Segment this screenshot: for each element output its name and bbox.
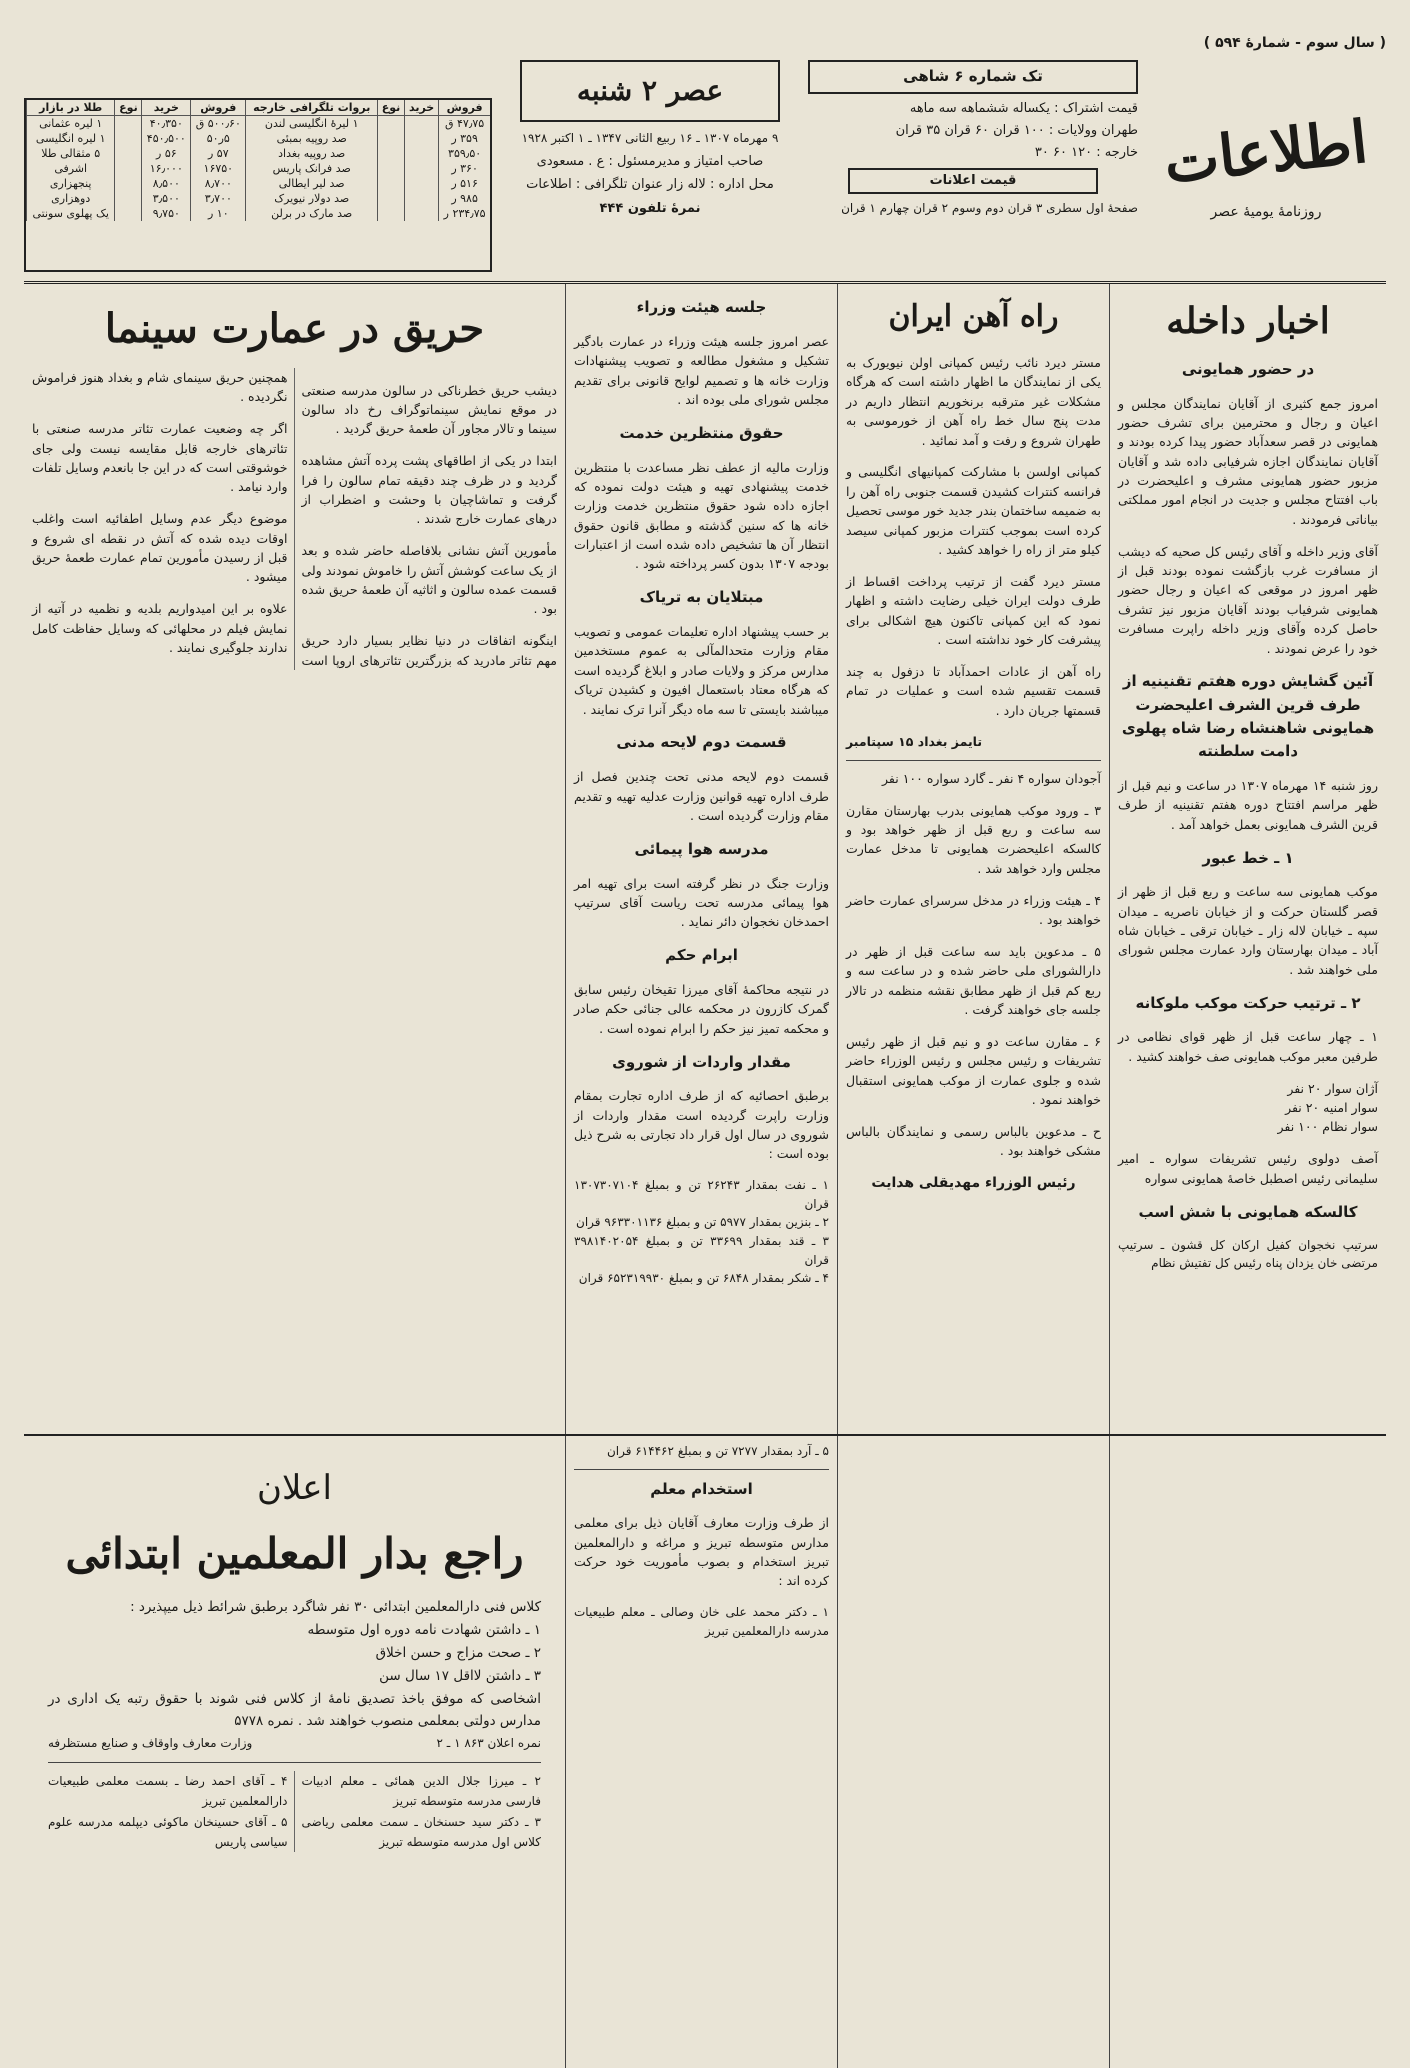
paragraph: مأمورین آتش نشانی بلافاصله حاضر شده و بعد از یک ساعت کوشش آتش را خاموش نمودند ولی قسمت عمده سالون و اثاثیه آن طعمهٔ حریق شده بود . [301, 543, 557, 617]
table-cell: صد لیر ایطالی [246, 176, 378, 191]
civil-code-heading: قسمت دوم لایحه مدنی [616, 733, 787, 752]
logo-block [1146, 56, 1386, 281]
subscription-label: قیمت اشتراک : یکساله ششماهه سه ماهه [909, 100, 1138, 116]
paragraph: آقای وزیر داخله و آقای رئیس کل صحیه که دیشب از مسافرت غرب بازگشت نموده بودند قبل از ظهر امروز در موقعی که اعیان و رجال حضور همایونی شرفیاب بودند آقایان مزبور نیز تشرف حاصل کرده وآقای وزیر داخله راپرت مسافرت خود را عرض نمودند . [1118, 543, 1378, 656]
table-cell [405, 176, 439, 191]
paragraph: از طرف وزارت معارف آقایان ذیل برای معلمی مدارس متوسطه تبریز و مراغه و دارالمعلمین تبریز استخدام و بصوب مأموریت خود حرکت کرده اند : [574, 1515, 829, 1589]
top-line [24, 30, 1386, 56]
table-cell [115, 161, 142, 176]
market-column-header: نوع [378, 100, 405, 116]
table-cell: صد مارک در برلن [246, 206, 378, 221]
table-cell: ۱ لیره عثمانی [27, 116, 115, 132]
paragraph: موضوع دیگر عدم وسایل اطفائیه است واغلب اوقات دیده شده که آتش در نقطه ای شروع و قبل از رسیدن مأمورین تمام عمارت طعمهٔ حریق میشود . [32, 511, 288, 585]
list-item: ۵ ـ آقای حسینخان ماکوئی دیپلمه مدرسه علوم سیاسی پاریس [48, 1814, 288, 1849]
paragraph: وزارت جنگ در نظر گرفته است برای تهیه امر هوا پیمائی مدرسه تحت ریاست آقای سرتیپ احمدخان نخجوان دائر نماید . [574, 875, 829, 930]
table-cell [378, 191, 405, 206]
ad-rates: صفحهٔ اول سطری ۳ قران دوم وسوم ۲ قران چهارم ۱ قران [841, 200, 1138, 215]
lower-column-middle [837, 1436, 1109, 2068]
table-cell: ۱ لیرهٔ انگلیسی لندن [246, 116, 378, 132]
table-row [27, 116, 491, 132]
paragraph: ۴ ـ هیئت وزراء در مدخل سرسرای عمارت حاضر خواهند بود . [846, 892, 1101, 927]
paragraph: ح ـ مدعوین بالباس رسمی و نمایندگان بالباس مشکی خواهند بود . [846, 1123, 1101, 1159]
table-row [27, 191, 491, 206]
announcement-intro: کلاس فنی دارالمعلمین ابتدائی ۳۰ نفر شاگرد برطبق شرائط ذیل میپذیرد : [130, 1598, 541, 1615]
ad-number: نمره اعلان ۸۶۳ ۱ ـ ۲ [436, 1736, 541, 1751]
table-cell: ۱۶۷۵۰ [191, 161, 246, 176]
parliament-opening-heading: آئین گشایش دوره هفتم تقنینیه از طرف قرین الشرف اعلیحضرت همایونی شاهنشاه رضا شاه پهلوی دامت سلطنته [1121, 672, 1375, 761]
paragraph: مستر دیرد گفت از ترتیب پرداخت اقساط از طرف دولت ایران خیلی رضایت داشته و اظهار نمود که این کمپانی تاکنون هیچ اشکالی برای پیشرفت کار خود نداشته است . [846, 573, 1101, 647]
table-cell: صد روپیه بمبئی [246, 131, 378, 146]
table-cell: صد فرانک پاریس [246, 161, 378, 176]
table-cell [115, 176, 142, 191]
paragraph: موکب همایونی سه ساعت و ربع قبل از ظهر از قصر گلستان حرکت و از خیابان ناصریه ـ میدان سپه ـ خیابان لاله زار ـ خیابان ترقی ـ خیابان شاه آباد ـ میدان بهارستان وارد عمارت مجلس شورای ملی خواهند شد . [1118, 884, 1378, 977]
table-cell: ۱۰ ر [191, 206, 246, 221]
subscription-block [808, 56, 1138, 281]
market-column-header: فروش [191, 100, 246, 116]
table-cell: ۵۰۰٫۶۰ ق [191, 116, 246, 132]
list-item: ۲ ـ میرزا جلال الدین همائی ـ معلم ادبیات فارسی مدرسه متوسطه تبریز [301, 1773, 541, 1809]
table-cell [378, 206, 405, 221]
table-cell [378, 176, 405, 191]
phone: نمرهٔ تلفون ۴۴۴ [599, 200, 701, 216]
salaries-heading: حقوق منتظرین خدمت [619, 423, 784, 442]
paragraph: اگر چه وضعیت عمارت تئاتر مدرسه صنعتی با تئاترهای خارجه قابل مقایسه نیست ولی جای خوشوقتی است که در این جا بانعدم وسایل تلفات وارد نیامد . [32, 421, 288, 495]
list-item: آژان سوار ۲۰ نفر [1287, 1080, 1378, 1096]
teachers-list [48, 1771, 541, 1853]
paragraph: برطبق احصائیه که از طرف اداره تجارت بمقام وزارت راپرت گردیده است مقدار واردات از شوروی در سال اول قرار داد تجارتی به شرح ذیل بوده است : [574, 1088, 829, 1162]
newspaper-page [24, 30, 1386, 2028]
table-row [27, 131, 491, 146]
paragraph: امروز جمع کثیری از آقایان نمایندگان مجلس و اعیان و رجال و محترمین برای تشرف حضور همایونی در قصر سعدآباد حضور پیدا کرده بودند و آقایان نمایندگان اجازه شرفیابی داده شد و آقایان مزبور حضور همایونی مشرف و اعلیحضرت در باب افتتاح مجلس و جدیت در انجام امور مملکتی بیاناتی فرمودند . [1118, 395, 1378, 527]
issue-date: ۹ مهرماه ۱۳۰۷ ـ ۱۶ ربیع الثانی ۱۳۴۷ ـ ۱ اکتبر ۱۹۲۸ [521, 131, 779, 146]
paragraph: ۶ ـ مقارن ساعت دو و نیم قبل از ظهر رئیس تشریفات و رئیس مجلس و رئیس الوزراء حاضر شده و جلوی عمارت از موکب همایونی استقبال خواهند نمود . [846, 1033, 1101, 1107]
table-cell: ۵۶ ر [142, 146, 191, 161]
table-cell: ۳۵۹ ر [439, 131, 490, 146]
paragraph: راه آهن از عادات احمدآباد تا دزفول به چند قسمت تقسیم شده است و عملیات در تمام قسمتها جریان دارد . [846, 663, 1101, 718]
table-cell: ۴۰٫۳۵۰ [142, 116, 191, 132]
table-cell: ۳۵۹٫۵۰ [439, 146, 490, 161]
lower-section [24, 1436, 1386, 2056]
table-cell: صد دولار نیویرک [246, 191, 378, 206]
table-cell: دوهزاری [27, 191, 115, 206]
announcement-closing: اشخاصی که موفق باخذ تصدیق نامهٔ از کلاس فنی شوند با حقوق رتبه یک اداری در مدارس دولتی بمعلمی منصوب خواهند شد . نمره ۵۷۷۸ [48, 1690, 541, 1730]
table-cell: ۳٫۷۰۰ [191, 191, 246, 206]
route-heading: ۱ ـ خط عبور [1202, 848, 1294, 867]
announcement-block [24, 1436, 565, 2068]
fire-article [32, 368, 557, 670]
imports-heading: مقدار واردات از شوروی [612, 1052, 791, 1071]
market-header-row [27, 100, 491, 116]
table-cell [405, 131, 439, 146]
table-cell: پنجهزاری [27, 176, 115, 191]
condition: ۳ ـ داشتن لااقل ۱۷ سال سن [379, 1667, 541, 1684]
table-cell [378, 146, 405, 161]
market-body [27, 116, 491, 222]
table-cell [405, 191, 439, 206]
audience-heading: در حضور همایونی [1181, 359, 1315, 378]
table-cell [405, 146, 439, 161]
market-column-header: بروات تلگرافی خارجه [246, 100, 378, 116]
table-cell: ۳٫۵۰۰ [142, 191, 191, 206]
paragraph: دیشب حریق خطرناکی در سالون مدرسه صنعتی در موقع نمایش سینماتوگراف رخ داد سالون سینما و تالار مجاور آن طعمهٔ حریق گردید . [301, 382, 557, 437]
domestic-news-title: اخبار داخله [1166, 300, 1330, 342]
table-cell: ۹٫۷۵۰ [142, 206, 191, 221]
paragraph: وزارت مالیه از عطف نظر مساعدت با منتظرین خدمت پیشنهادی تهیه و هیئت دولت نموده که اجازه داده شود حقوق منتظرین خدمت وزارت خانه ها که سنین گذشته و مطابق قانون حقوق انتظار آن ها تشخیص داده شده است از اعتبارات بودجه ۱۳۰۷ بدون کسر پرداخته شود . [574, 459, 829, 572]
table-cell: ۹۸۵ ر [439, 191, 490, 206]
import-line: ۴ ـ شکر بمقدار ۶۸۴۸ تن و بمبلغ ۶۵۲۳۱۹۹۳۰ قران [578, 1271, 829, 1286]
paragraph: سرتیپ نخجوان کفیل ارکان کل قشون ـ سرتیپ مرتضی خان یزدان پناه رئیس کل تفتیش نظام [1118, 1237, 1378, 1271]
procession-list: آجودان سواره ۴ نفر ـ گارد سواره ۱۰۰ نفر [882, 770, 1101, 786]
office: محل اداره : لاله زار عنوان تلگرافی : اطلاعات [526, 177, 774, 193]
column-cinema-fire [24, 284, 565, 1434]
ad-price: قیمت اعلانات [848, 168, 1098, 194]
market-table-box [24, 98, 492, 272]
table-row [27, 146, 491, 161]
issue-day: عصر ۲ شنبه [520, 60, 780, 122]
paragraph: ابتدا در یکی از اطاقهای پشت پرده آتش مشاهده گردید و در ظرف چند دقیقه تمام سالون را فرا گرفت و تماشاچیان با وحشت و اضطراب از درهای عمارت خارج شدند . [301, 453, 557, 527]
paragraph: ۱ ـ چهار ساعت قبل از ظهر قوای نظامی در طرفین معبر موکب همایونی صف خواهند کشید . [1118, 1029, 1378, 1064]
import-line: ۳ ـ قند بمقدار ۳۳۶۹۹ تن و بمبلغ ۳۹۸۱۴۰۲۰۵۴ قران [574, 1234, 829, 1267]
procession-heading: ۲ ـ ترتیب حرکت موکب ملوکانه [1135, 993, 1361, 1012]
table-cell [378, 131, 405, 146]
fire-title: حریق در عمارت سینما [104, 305, 485, 352]
verdict-heading: ابرام حکم [665, 946, 738, 965]
issue-info [500, 56, 800, 281]
aviation-school-heading: مدرسه هوا پیمائی [634, 839, 769, 858]
table-row [27, 176, 491, 191]
paragraph: عصر امروز جلسه هیئت وزراء در عمارت بادگیر تشکیل و مشغول مطالعه و تصویب پیشنهادات وزارت خانه ها و تصمیم لوایح قانونی برای تقدیم مجلس شورای ملی بوده اند . [574, 333, 829, 407]
column-hiring [565, 1436, 837, 2068]
subscription-abroad: خارجه : ۱۲۰ ۶۰ ۳۰ [1034, 144, 1138, 160]
newspaper-logo: اطلاعات [1161, 107, 1371, 196]
announcement-footer [48, 1733, 541, 1753]
paragraph: علاوه بر این امیدواریم بلدیه و نظمیه در آتیه از نمایش فیلم در محلهائی که وسایل حفاظت کامل ندارند جلوگیری نمایند . [32, 601, 288, 655]
table-cell: ۴۵۰٫۵۰۰ [142, 131, 191, 146]
import-line: ۵ ـ آرد بمقدار ۷۲۷۷ تن و بمبلغ ۶۱۴۴۶۲ قران [606, 1444, 829, 1458]
table-cell [378, 116, 405, 132]
column-domestic-news [1109, 284, 1386, 1434]
opium-heading: مبتلایان به تریاک [639, 588, 764, 607]
paragraph: کمپانی اولسن با مشارکت کمپانیهای انگلیسی و فرانسه کنترات کشیدن قسمت جنوبی راه آهن را به ضمیمه ساختمان بندر جدید خور موسی تحصیل کرده است بموجب کنترات مزبور کمپانی سیصد کیلو متر از راه را خواهد کشید . [846, 464, 1101, 557]
single-price: تک شماره ۶ شاهی [808, 60, 1138, 94]
lower-column-right [1109, 1436, 1386, 2068]
table-cell [405, 161, 439, 176]
ministry: وزارت معارف واوقاف و صنایع مستظرفه [48, 1736, 253, 1751]
market-column-header: طلا در بازار [27, 100, 115, 116]
paragraph: قسمت دوم لایحه مدنی تحت چندین فصل از طرف اداره تهیه قوانین وزارت عدلیه تهیه و تقدیم مقام وزارت گردیده است . [574, 769, 829, 823]
table-cell: ۸٫۵۰۰ [142, 176, 191, 191]
paragraph: آصف دولوی رئیس تشریفات سواره ـ امیر سلیمانی رئیس اصطبل خاصهٔ همایونی سواره [1118, 1151, 1378, 1186]
table-cell [115, 131, 142, 146]
condition: ۱ ـ داشتن شهادت نامه دوره اول متوسطه [307, 1621, 541, 1638]
market-column-header: خرید [142, 100, 191, 116]
list-item: ۱ ـ دکتر محمد علی خان وصالی ـ معلم طبیعیات مدرسه دارالمعلمین تبریز [574, 1605, 829, 1638]
column-railway [837, 284, 1109, 1434]
logo-subtitle: روزنامهٔ یومیهٔ عصر [1210, 203, 1322, 220]
table-cell: یک پهلوی سونتی [27, 206, 115, 221]
paragraph: روز شنبه ۱۴ مهرماه ۱۳۰۷ در ساعت و نیم قبل از ظهر مراسم افتتاح دوره هفتم تقنینیه از طرف قرین الشرف همایونی بعمل خواهد آمد . [1118, 777, 1378, 832]
list-item: ۴ ـ آقای احمد رضا ـ بسمت معلمی طبیعیات دارالمعلمین تبریز [48, 1773, 288, 1809]
masthead [24, 56, 1386, 284]
hiring-heading: استخدام معلم [650, 1479, 753, 1498]
list-item: سوار امنیه ۲۰ نفر [1285, 1100, 1378, 1116]
condition: ۲ ـ صحت مزاج و حسن اخلاق [375, 1644, 541, 1661]
year-issue: ( سال سوم - شمارهٔ ۵۹۴ ) [1203, 35, 1386, 51]
table-cell: ۸٫۷۰۰ [191, 176, 246, 191]
paragraph: ۵ ـ مدعوین باید سه ساعت قبل از ظهر در دارالشورای ملی حاضر شده و در ساعت سه و ربع کم قبل از ظهر مطابق نقشه منظمه در تالار جلسه جای خواهند گرفت . [846, 943, 1101, 1017]
table-cell: ۱۶٫۰۰۰ [142, 161, 191, 176]
table-cell [115, 116, 142, 132]
table-cell [405, 206, 439, 221]
paragraph: ۳ ـ ورود موکب همایونی بدرب بهارستان مقارن سه ساعت و ربع قبل از ظهر خواهد بود و کالسکه اعلیحضرت همایونی تا مدخل عمارت مجلس وارد خواهد شد . [846, 802, 1101, 876]
table-cell: ۵ مثقالی طلا [27, 146, 115, 161]
paragraph: مستر دیرد نائب رئیس کمپانی اولن نیویورک به یکی از نمایندگان ما اظهار داشته است که هرگاه مشکلات غیر مترقبه برنخوریم انتظار داریم در مدت پنج سال خط راه آهن از خورموسی به طهران شروع و رفت و آمد نمائید . [846, 355, 1101, 448]
market-table [26, 100, 490, 221]
market-column-header: خرید [405, 100, 439, 116]
table-cell: ۵۷ ر [191, 146, 246, 161]
paragraph: اینگونه اتفاقات در دنیا نظایر بسیار دارد حریق مهم تئاتر مادرید که بزرگترین تئاترهای اروپا است همچنین حریق سینمای شام و بغداد هنوز فراموش نگردیده . [32, 370, 557, 668]
carriage-heading: کالسکه همایونی با شش اسب [1138, 1202, 1358, 1221]
table-cell [378, 161, 405, 176]
table-cell: صد روپیه بغداد [246, 146, 378, 161]
table-row [27, 206, 491, 221]
table-cell [115, 206, 142, 221]
subscription-tehran: طهران وولایات : ۱۰۰ قران ۶۰ قران ۳۵ قران [895, 122, 1138, 138]
market-column-header: فروش [439, 100, 490, 116]
announcement-label: اعلان [257, 1468, 332, 1508]
table-cell [115, 146, 142, 161]
owner: صاحب امتیاز و مدیرمسئول : ع . مسعودی [536, 153, 764, 169]
import-line: ۱ ـ نفت بمقدار ۲۶۲۴۳ تن و بمبلغ ۱۳۰۷۳۰۷۱۰۴ قران [574, 1178, 829, 1211]
table-cell: ۲۳۴٫۷۵ ر [439, 206, 490, 221]
table-row [27, 161, 491, 176]
paragraph: در نتیجه محاکمهٔ آقای میرزا تقیخان رئیس سابق گمرک کازرون در محکمه عالی جنائی حکم صادر و محکمه تمیز نیز حکم را ابرام نموده است . [574, 981, 829, 1036]
announcement-body [32, 1596, 557, 1853]
table-cell [115, 191, 142, 206]
table-cell [405, 116, 439, 132]
list-item: ۳ ـ دکتر سید حسنخان ـ سمت معلمی ریاضی کلاس اول مدرسه متوسطه تبریز [301, 1814, 541, 1849]
dateline: تایمز بغداد ۱۵ سپتامبر [846, 734, 983, 750]
signature: رئیس الوزراء مهدیقلی هدایت [871, 1175, 1076, 1192]
import-line: ۲ ـ بنزین بمقدار ۵۹۷۷ تن و بمبلغ ۹۶۳۳۰۱۱۳۶ قران [576, 1215, 829, 1230]
paragraph: بر حسب پیشنهاد اداره تعلیمات عمومی و تصویب مقام وزارت متحدالمآلی به عموم مستخدمین مدارس مرکز و ولایات صادر و ابلاغ گردیده است که هرگاه معتاد باستعمال افیون و کشیدن تریاک میباشند بایستی تا سه ماه دیگر آنرا ترک نمایند . [574, 624, 829, 717]
table-cell: ۳۶۰ ر [439, 161, 490, 176]
table-cell: ۱ لیره انگلیسی [27, 131, 115, 146]
upper-columns [24, 284, 1386, 1436]
column-cabinet [565, 284, 837, 1434]
railway-title: راه آهن ایران [888, 299, 1059, 334]
announcement-title: راجع بدار المعلمین ابتدائی [65, 1528, 524, 1578]
table-cell: ۵۱۶ ر [439, 176, 490, 191]
list-item: سوار نظام ۱۰۰ نفر [1277, 1119, 1378, 1135]
cabinet-heading: جلسه هیئت وزراء [636, 298, 767, 316]
market-column-header: نوع [115, 100, 142, 116]
table-cell: ۴۷٫۷۵ ق [439, 116, 490, 132]
table-cell: ۵ر۵۰ [191, 131, 246, 146]
table-cell: اشرفی [27, 161, 115, 176]
